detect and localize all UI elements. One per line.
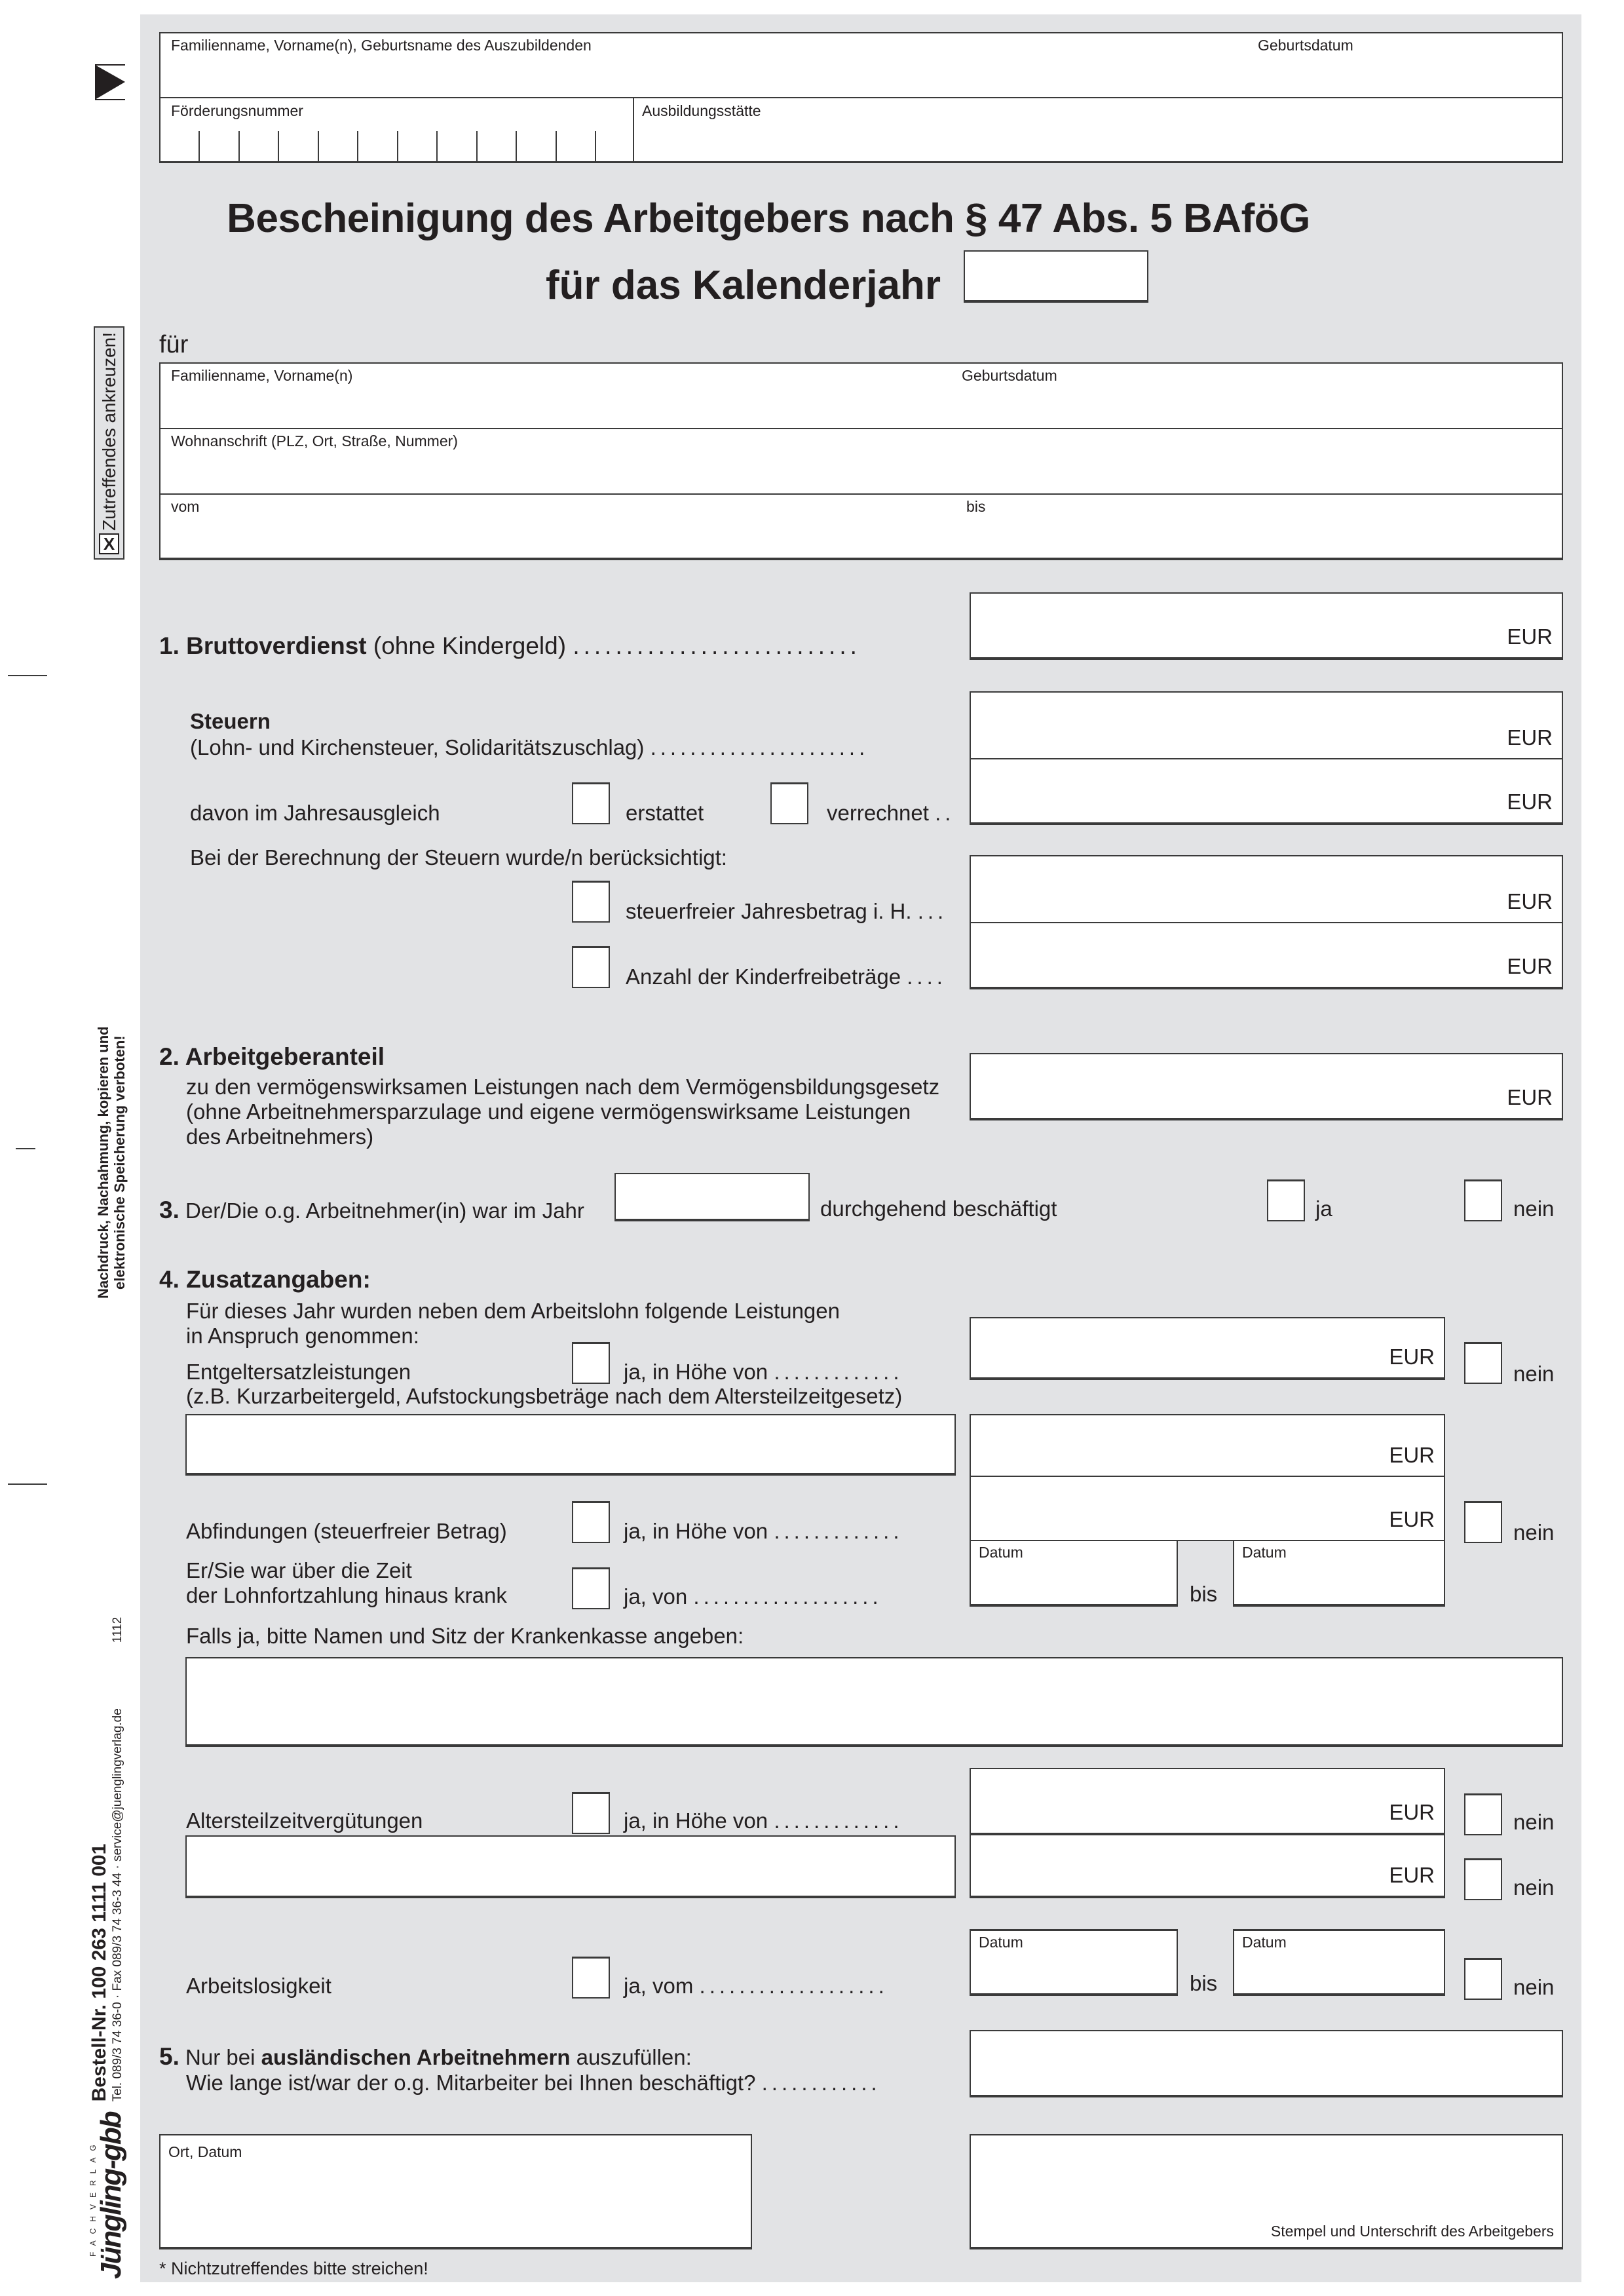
funding-number-label: Förderungsnummer xyxy=(171,102,303,119)
funding-number-field[interactable] xyxy=(161,131,632,161)
section2-line1: zu den vermögenswirksamen Leistungen nach dem Vermögensbildungsgesetz xyxy=(186,1075,940,1099)
taxes-field[interactable] xyxy=(970,691,1563,759)
date-label: Datum xyxy=(1242,1934,1287,1951)
health-insurer-field[interactable] xyxy=(185,1657,1563,1747)
wage-replacement-amount2-field[interactable] xyxy=(970,1414,1445,1477)
taxfree-label xyxy=(626,899,947,924)
child-allowance-text: Anzahl der Kinderfreibeträge xyxy=(626,965,901,989)
section5-number: 5. xyxy=(159,2043,179,2070)
leader-dots: .. xyxy=(935,801,955,825)
form-title: Bescheinigung des Arbeitgebers nach § 47 Abs. 5 BAföG xyxy=(227,196,1310,241)
currency-label: EUR xyxy=(1389,1443,1435,1467)
employer-share-field[interactable] xyxy=(970,1053,1563,1120)
section2-line3: des Arbeitnehmers) xyxy=(186,1124,374,1149)
employee-birthdate-label: Geburtsdatum xyxy=(962,367,1057,384)
currency-label: EUR xyxy=(1507,954,1553,978)
currency-label: EUR xyxy=(1507,624,1553,649)
yes-amount-text: ja, in Höhe von xyxy=(624,1360,768,1384)
employment-year-field[interactable] xyxy=(614,1173,810,1221)
publisher-block xyxy=(88,1617,125,2279)
fold-mark xyxy=(8,1483,47,1485)
currency-label: EUR xyxy=(1507,889,1553,913)
taxfree-amount-field[interactable] xyxy=(970,855,1563,923)
child-allowance-checkbox[interactable] xyxy=(572,946,610,988)
annual-adjustment-label: davon im Jahresausgleich xyxy=(190,801,440,825)
place-date-field[interactable] xyxy=(159,2134,752,2249)
wage-replacement-label: Entgeltersatzleistungen xyxy=(186,1360,411,1384)
date-label: Datum xyxy=(979,1544,1023,1561)
currency-label: EUR xyxy=(1507,725,1553,750)
section2-line2: (ohne Arbeitnehmersparzulage und eigene vermögenswirksame Leistungen xyxy=(186,1100,911,1124)
section3-label: Der/Die o.g. Arbeitnehmer(in) war im Jahr xyxy=(185,1198,584,1223)
check-hint-box xyxy=(94,326,124,560)
yes-amount-text: ja, in Höhe von xyxy=(624,1808,768,1833)
partial-retirement-no-checkbox[interactable] xyxy=(1464,1793,1502,1835)
taxfree-checkbox[interactable] xyxy=(572,881,610,923)
offset-checkbox[interactable] xyxy=(770,782,808,824)
sick-yes-checkbox[interactable] xyxy=(572,1567,610,1609)
partial-retirement-no2-checkbox[interactable] xyxy=(1464,1858,1502,1900)
student-birthdate-label: Geburtsdatum xyxy=(1258,37,1353,54)
section1-suffix: (ohne Kindergeld) xyxy=(373,632,567,659)
continuous-label: durchgehend beschäftigt xyxy=(820,1196,1057,1221)
section2-heading xyxy=(159,1043,385,1071)
employment-from-label: vom xyxy=(171,498,200,515)
section2-title: Arbeitgeberanteil xyxy=(185,1043,385,1070)
edition-code: 1112 xyxy=(111,1617,124,1643)
wage-replacement-amount-field[interactable] xyxy=(970,1317,1445,1380)
partial-retirement-yes-checkbox[interactable] xyxy=(572,1792,610,1834)
wage-replacement-type-field[interactable] xyxy=(185,1414,956,1476)
wage-replacement-yes-label xyxy=(624,1360,903,1385)
leader-dots: ............. xyxy=(774,1519,903,1543)
currency-label: EUR xyxy=(1507,1085,1553,1109)
foreign-employment-duration-field[interactable] xyxy=(970,2030,1563,2097)
partial-retirement-no-label: nein xyxy=(1513,1810,1555,1834)
insurer-prompt: Falls ja, bitte Namen und Sitz der Krankenkasse angeben: xyxy=(186,1624,744,1648)
currency-label: EUR xyxy=(1389,1507,1435,1531)
sick-yes-label xyxy=(624,1584,882,1609)
offset-text: verrechnet xyxy=(827,801,929,825)
section4-intro-2: in Anspruch genommen: xyxy=(186,1324,419,1348)
section2-number: 2. xyxy=(159,1043,179,1070)
leader-dots: ........................... xyxy=(573,632,861,659)
section4-intro-1: Für dieses Jahr wurden neben dem Arbeitslohn folgende Leistungen xyxy=(186,1299,840,1323)
partial-retirement-label: Altersteilzeitvergütungen xyxy=(186,1808,423,1833)
copyright-line-2: elektronische Speicherung verboten! xyxy=(111,1035,128,1290)
employment-to-label: bis xyxy=(966,498,986,515)
publisher-small: FACHVERLAG xyxy=(88,2138,98,2257)
publisher-logo: Jüngling-gbb xyxy=(95,2112,127,2279)
punch-mark xyxy=(16,1148,35,1149)
child-allowance-label xyxy=(626,965,947,989)
severance-yes-checkbox[interactable] xyxy=(572,1501,610,1543)
yes-amount-text: ja, in Höhe von xyxy=(624,1519,768,1543)
unemployment-to-date-field[interactable] xyxy=(1233,1929,1445,1996)
employee-name-label: Familienname, Vorname(n) xyxy=(171,367,353,384)
offset-label xyxy=(827,801,954,826)
currency-label: EUR xyxy=(1389,1800,1435,1824)
unemployment-yes-label xyxy=(624,1974,888,1999)
place-date-label: Ort, Datum xyxy=(168,2143,242,2160)
section5-question-text: Wie lange ist/war der o.g. Mitarbeiter bei Ihnen beschäftigt? xyxy=(186,2071,756,2095)
fold-marker-arrow-icon xyxy=(94,64,126,101)
sick-to-date-field[interactable] xyxy=(1233,1540,1445,1607)
sick-label-2: der Lohnfortzahlung hinaus krank xyxy=(186,1583,507,1607)
leader-dots: .... xyxy=(907,965,947,989)
partial-retirement-amount2-field[interactable] xyxy=(970,1834,1445,1898)
date-label: Datum xyxy=(1242,1544,1287,1561)
currency-label: EUR xyxy=(1389,1863,1435,1887)
partial-retirement-no2-label: nein xyxy=(1513,1875,1555,1900)
leader-dots: ................... xyxy=(693,1584,882,1609)
fold-mark xyxy=(8,675,47,676)
leader-dots: ................... xyxy=(699,1974,888,1998)
section1-title: Bruttoverdienst xyxy=(186,632,367,659)
severance-label: Abfindungen (steuerfreier Betrag) xyxy=(186,1519,507,1543)
child-allowance-field[interactable] xyxy=(970,922,1563,989)
section5-question xyxy=(186,2071,881,2095)
sick-until-label: bis xyxy=(1190,1582,1218,1606)
copyright-notice xyxy=(95,1026,128,1299)
check-example-icon: X xyxy=(99,533,119,554)
currency-label: EUR xyxy=(1389,1345,1435,1369)
unemployment-label: Arbeitslosigkeit xyxy=(186,1974,331,1998)
partial-retirement-amount-field[interactable] xyxy=(970,1768,1445,1835)
unemployment-no-checkbox[interactable] xyxy=(1464,1958,1502,2000)
severance-yes-label xyxy=(624,1519,903,1544)
sick-from-date-field[interactable] xyxy=(970,1540,1178,1607)
yes-from-text: ja, von xyxy=(624,1584,688,1609)
section5-post: auszufüllen: xyxy=(576,2045,692,2069)
signature-field[interactable] xyxy=(970,2134,1563,2249)
currency-label: EUR xyxy=(1507,790,1553,814)
partial-retirement-note-field[interactable] xyxy=(185,1835,956,1898)
unemployment-from-date-field[interactable] xyxy=(970,1929,1178,1996)
taxes-description xyxy=(190,735,869,760)
refunded-label: erstattet xyxy=(626,801,704,825)
for-label: für xyxy=(159,331,189,358)
gross-income-field[interactable] xyxy=(970,592,1563,660)
calendar-year-field[interactable] xyxy=(964,250,1148,303)
section1-number: 1. xyxy=(159,632,179,659)
unemployment-until-label: bis xyxy=(1190,1971,1218,1995)
continuous-yes-checkbox[interactable] xyxy=(1267,1179,1305,1221)
taxfree-text: steuerfreier Jahresbetrag i. H. xyxy=(626,899,912,923)
signature-label: Stempel und Unterschrift des Arbeitgebers xyxy=(1270,2223,1554,2240)
employment-to-field[interactable] xyxy=(953,495,1561,558)
copyright-line-1: Nachdruck, Nachahmung, kopieren und xyxy=(95,1026,111,1299)
leader-dots: ............ xyxy=(761,2071,881,2095)
wage-replacement-no-label: nein xyxy=(1513,1362,1555,1386)
taxes-sub: (Lohn- und Kirchensteuer, Solidaritätszuschlag) xyxy=(190,735,645,759)
wage-replacement-example: (z.B. Kurzarbeitergeld, Aufstockungsbeträge nach dem Altersteilzeitgesetz) xyxy=(186,1384,903,1408)
section5-pre: Nur bei xyxy=(185,2045,255,2069)
continuous-yes-label: ja xyxy=(1315,1196,1332,1221)
leader-dots: ...................... xyxy=(650,735,869,759)
order-number: Bestell-Nr. 100 263 1111 001 xyxy=(88,1843,110,2102)
yes-since-text: ja, vom xyxy=(624,1974,694,1998)
wage-replacement-yes-checkbox[interactable] xyxy=(572,1342,610,1384)
section3-text xyxy=(159,1196,584,1224)
section4-title: Zusatzangaben: xyxy=(186,1266,371,1293)
sick-label-1: Er/Sie war über die Zeit xyxy=(186,1558,412,1582)
employee-address-label: Wohnanschrift (PLZ, Ort, Straße, Nummer) xyxy=(171,432,458,450)
refunded-checkbox[interactable] xyxy=(572,782,610,824)
unemployment-yes-checkbox[interactable] xyxy=(572,1957,610,1999)
considered-label: Bei der Berechnung der Steuern wurde/n berücksichtigt: xyxy=(190,845,727,870)
institution-label: Ausbildungsstätte xyxy=(642,102,761,119)
section4-heading xyxy=(159,1266,371,1293)
publisher-contact: Tel. 089/3 74 36-0 · Fax 089/3 74 36-3 44 · service@juenglingverlag.de xyxy=(111,1708,124,2102)
taxes-title: Steuern xyxy=(190,709,271,733)
partial-retirement-yes-label xyxy=(624,1808,903,1833)
section1-heading xyxy=(159,632,861,660)
leader-dots: ............. xyxy=(774,1360,903,1384)
check-hint-text: Zutreffendes ankreuzen! xyxy=(99,332,119,531)
section5-heading xyxy=(159,2043,692,2071)
severance-no-checkbox[interactable] xyxy=(1464,1501,1502,1543)
student-name-label: Familienname, Vorname(n), Geburtsname des Auszubildenden xyxy=(171,37,592,54)
leader-dots: ............. xyxy=(774,1808,903,1833)
annual-adjustment-field[interactable] xyxy=(970,758,1563,825)
unemployment-no-label: nein xyxy=(1513,1975,1555,1999)
continuous-no-checkbox[interactable] xyxy=(1464,1179,1502,1221)
section4-number: 4. xyxy=(159,1266,179,1293)
form-subtitle: für das Kalenderjahr xyxy=(546,263,941,308)
footer-note: * Nichtzutreffendes bitte streichen! xyxy=(159,2259,428,2278)
institution-field[interactable] xyxy=(634,98,1561,161)
employment-from-field[interactable] xyxy=(161,495,947,558)
severance-amount-field[interactable] xyxy=(970,1476,1445,1541)
wage-replacement-no-checkbox[interactable] xyxy=(1464,1342,1502,1384)
continuous-no-label: nein xyxy=(1513,1196,1555,1221)
leader-dots: ... xyxy=(917,899,948,923)
section5-bold: ausländischen Arbeitnehmern xyxy=(261,2045,571,2069)
date-label: Datum xyxy=(979,1934,1023,1951)
severance-no-label: nein xyxy=(1513,1520,1555,1544)
section3-number: 3. xyxy=(159,1196,179,1223)
